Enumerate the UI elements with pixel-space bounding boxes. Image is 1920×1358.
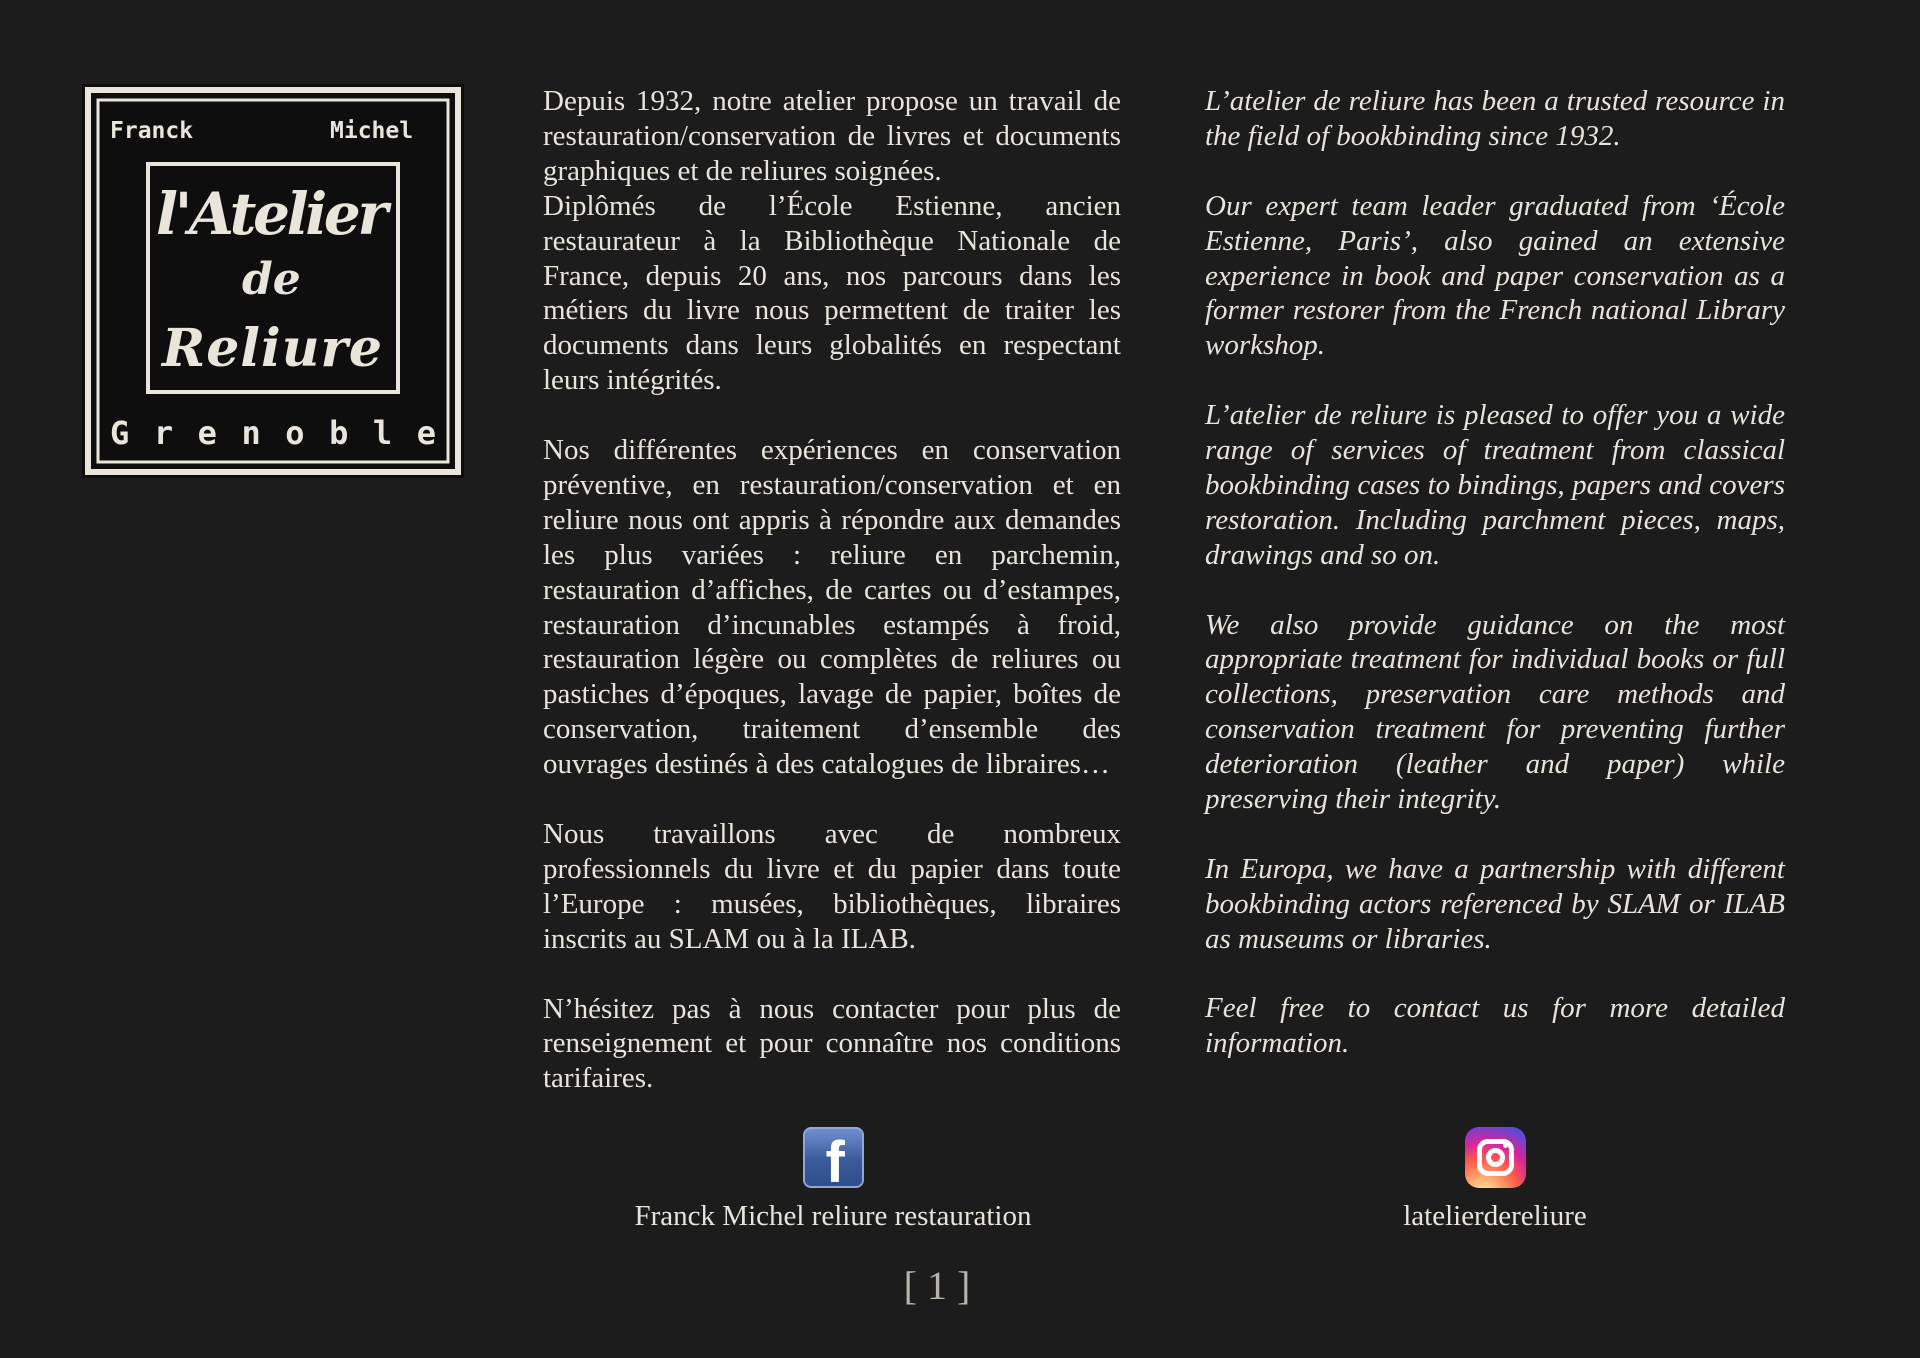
english-paragraph-3: L’atelier de reliure is pleased to offer you a wide range of services of treatment from classical bookbinding cases to bindings, papers and covers restoration. Including parchment pieces, maps, drawings and so on. <box>1205 399 1785 571</box>
english-column <box>1205 84 1785 1061</box>
french-paragraph-1a: Depuis 1932, notre atelier propose un travail de restauration/conservation de livres et documents graphiques et de reliures soignées. <box>543 85 1121 187</box>
english-paragraph-6: Feel free to contact us for more detailed information. <box>1205 992 1785 1060</box>
english-paragraph-2: Our expert team leader graduated from ‘École Estienne, Paris’, also gained an extensive experience in book and paper conservation as a former restorer from the French national Library workshop. <box>1205 189 1785 362</box>
french-paragraph-3: Nous travaillons avec de nombreux professionnels du livre et du papier dans toute l’Europe : musées, bibliothèques, libraires inscrits au SLAM ou à la ILAB. <box>543 818 1121 955</box>
logo-text-top-left: Franck <box>110 118 194 144</box>
english-paragraph-1: L’atelier de reliure has been a trusted resource in the field of bookbinding since 1932. <box>1205 85 1785 152</box>
facebook-handle[interactable]: Franck Michel reliure restauration <box>634 1200 1032 1232</box>
logo-text-bottom: Grenoble <box>110 414 436 452</box>
logo-text-center-3: Reliure <box>162 318 382 379</box>
page-number: [ 1 ] <box>903 1263 971 1308</box>
logo-text-center-2: de <box>242 254 301 305</box>
instagram-block[interactable] <box>1262 1127 1728 1233</box>
facebook-icon[interactable]: f <box>803 1127 864 1188</box>
french-paragraph-1b: Diplômés de l’École Estienne, ancien restaurateur à la Bibliothèque Nationale de France, depuis 20 ans, nos parcours dans les métiers du livre nous permettent de traiter les documents dans leurs globalités en respectant leurs intégrités. <box>543 189 1121 397</box>
english-paragraph-5: In Europa, we have a partnership with different bookbinding actors referenced by SLAM or ILAB as museums or libraries. <box>1205 852 1785 955</box>
logo-text-center-1: l'Atelier <box>156 180 388 248</box>
french-paragraph-4: N’hésitez pas à nous contacter pour plus de renseignement et pour connaître nos conditions tarifaires. <box>543 992 1121 1095</box>
logo-text-top-right: Michel <box>330 118 414 144</box>
french-column <box>543 84 1121 1096</box>
english-paragraph-4: We also provide guidance on the most appropriate treatment for individual books or full collections, preservation care methods and conservation treatment for preventing further deterioration (leather and paper) while preserving their integrity. <box>1205 608 1785 816</box>
facebook-block[interactable] <box>600 1127 1066 1233</box>
atelier-logo <box>82 84 464 478</box>
instagram-icon[interactable] <box>1465 1127 1526 1188</box>
french-paragraph-2: Nos différentes expériences en conservation préventive, en restauration/conservation et en reliure nous ont appris à répondre aux demandes les plus variées : reliure en parchemin, restauration d’affiches, de cartes ou d’estampes, restauration d’incunables estampés à froid, restauration légère ou complètes de reliures ou pastiches d’époques, lavage de papier, boîtes de conservation, traitement d’ensemble des ouvrages destinés à des catalogues de libraires… <box>543 434 1121 781</box>
logo-drawing <box>82 84 464 478</box>
instagram-handle[interactable]: latelierdereliure <box>1403 1200 1587 1232</box>
